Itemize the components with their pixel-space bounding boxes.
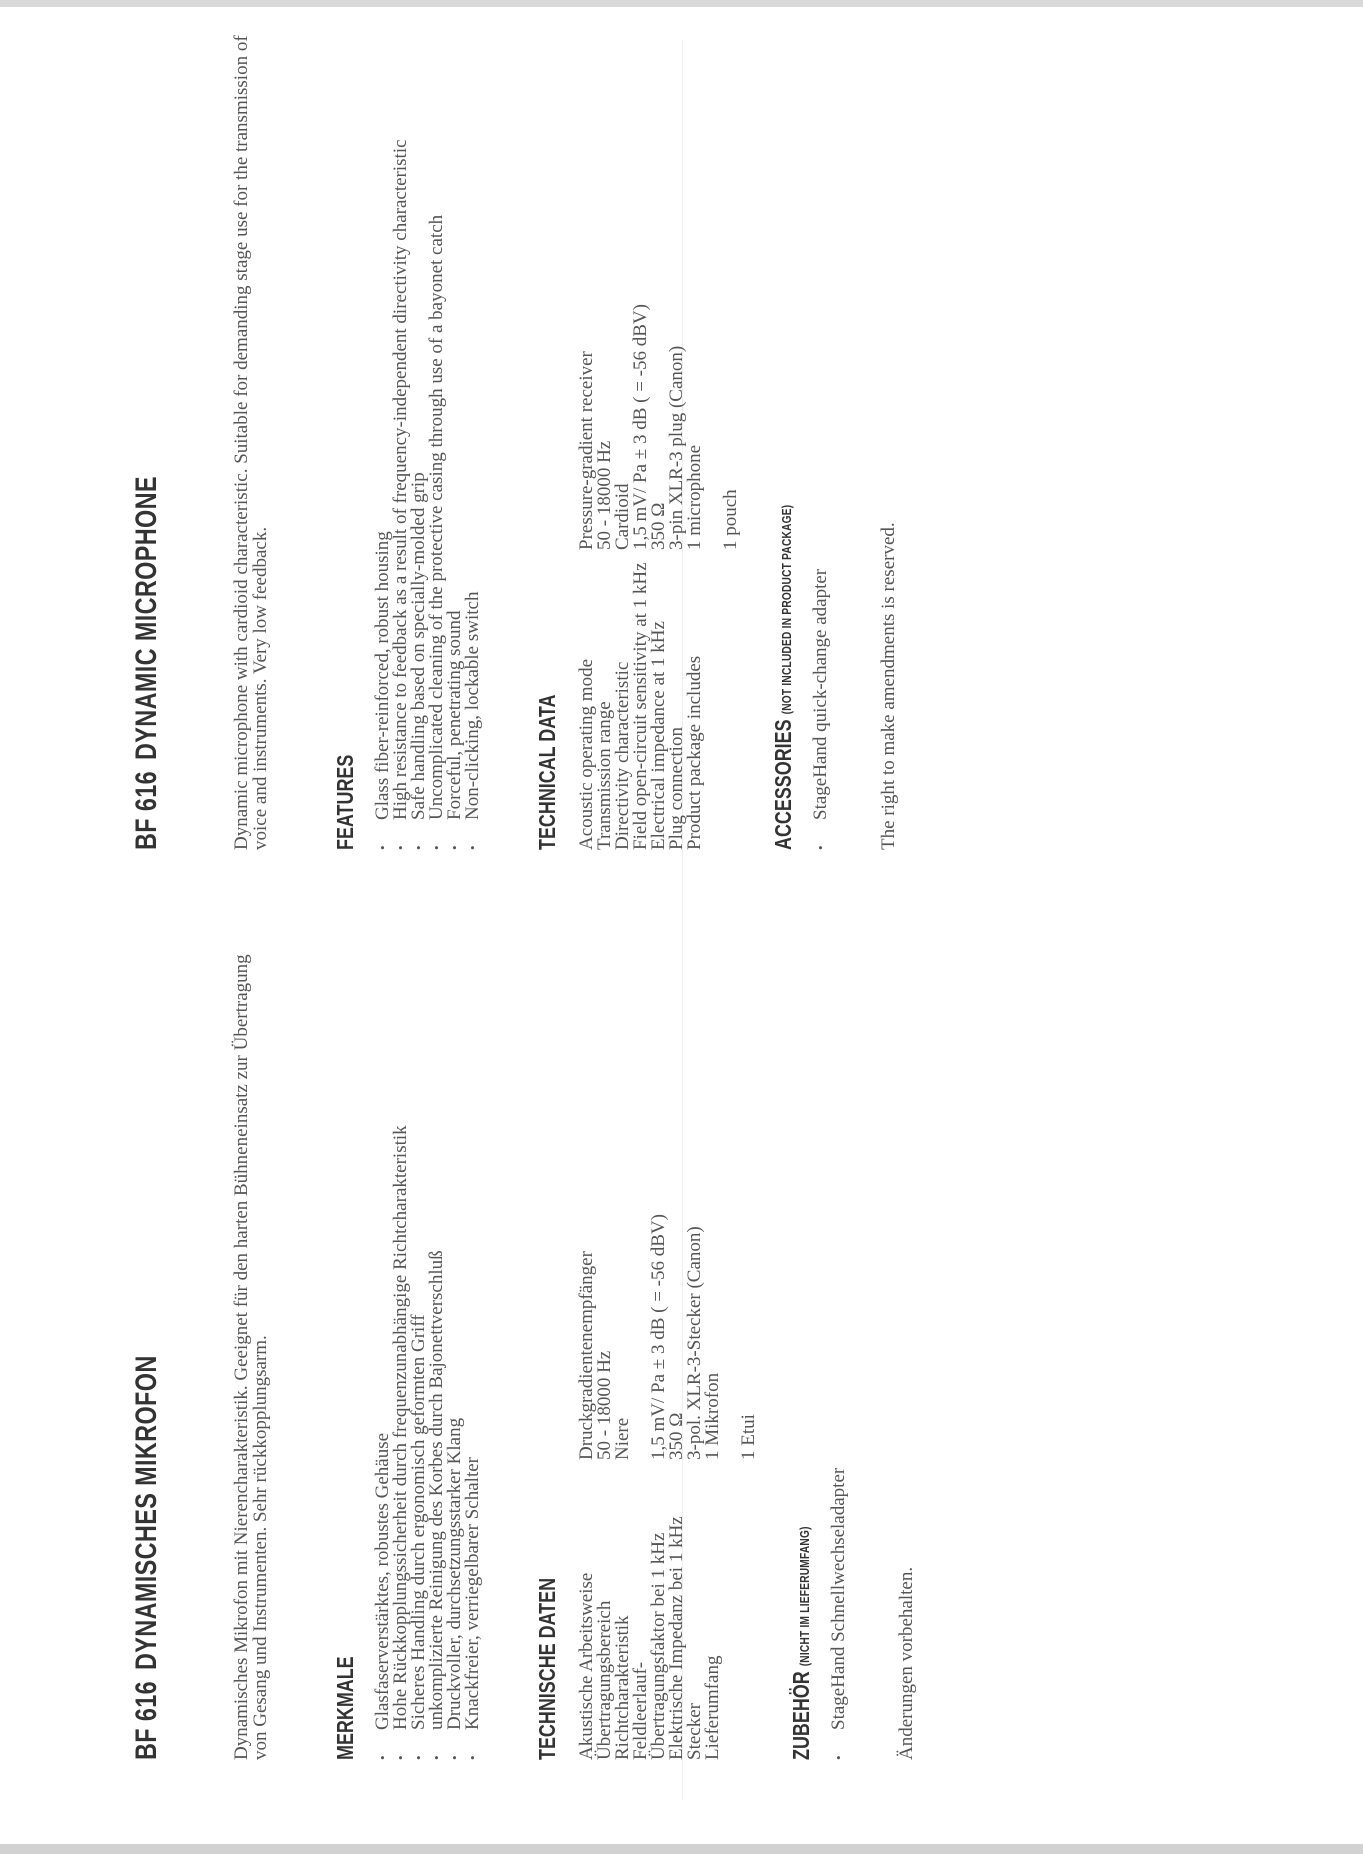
german-intro: Dynamisches Mikrofon mit Nierencharakteristik. Geeignet für den harten Bühneneinsatz zur Übertragung von Gesang und Instrumenten. Sehr rückkopplungsarm. — [231, 954, 271, 1760]
tech-label: Richtcharakteristik — [612, 1615, 633, 1760]
tech-value: 1,5 mV/ Pa ± 3 dB ( = -56 dBV) — [630, 304, 651, 550]
spacer — [704, 304, 722, 850]
tech-value: 3-pin XLR-3 plug (Canon) — [666, 345, 687, 550]
german-title-text: DYNAMISCHES MIKROFON — [130, 1355, 163, 1670]
tech-value: 350 Ω — [648, 502, 669, 550]
german-features-heading: MERKMALE — [332, 1656, 358, 1760]
list-item: • Uncomplicated cleaning of the protective casing through use of a bayonet catch — [428, 0, 446, 850]
german-accessories-heading — [788, 1089, 816, 1760]
tech-label: Akustische Arbeitsweise — [576, 1572, 597, 1760]
english-reserved-note: The right to make amendments is reserved. — [878, 522, 899, 850]
tech-value: 1 Mikrofon — [702, 1372, 723, 1460]
tech-label: Plug connection — [666, 727, 687, 850]
english-accessories-list — [812, 0, 830, 850]
list-item: • Glasfaserverstärktes, robustes Gehäuse — [374, 900, 392, 1760]
english-title-text: DYNAMIC MICROPHONE — [130, 476, 163, 760]
list-item: • High resistance to feedback as a result of frequency-independent directivity characteristic — [392, 0, 410, 850]
tech-label: Stecker — [684, 1703, 705, 1760]
table-row — [740, 1214, 758, 1760]
table-row — [704, 304, 722, 850]
tech-value: Niere — [612, 1417, 633, 1460]
list-item: • StageHand Schnellwechseladapter — [830, 900, 848, 1760]
tech-value: 50 - 18000 Hz — [594, 1350, 615, 1460]
tech-label: Feldleerlauf- — [630, 1661, 651, 1760]
german-title — [130, 1089, 170, 1760]
tech-value: Pressure-gradient receiver — [576, 351, 597, 550]
table-row — [704, 1214, 722, 1760]
tech-value: 1 microphone — [684, 444, 705, 550]
tech-label: Field open-circuit sensitivity at 1 kHz — [630, 562, 651, 850]
list-item: • Sicheres Handling durch ergonomisch geformten Griff — [410, 900, 428, 1760]
english-model: BF 616 — [130, 770, 163, 850]
acc-note: (NICHT IM LIEFERUMFANG) — [797, 1526, 812, 1667]
acc-note: (NOT INCLUDED IN PRODUCT PACKAGE) — [779, 504, 794, 715]
table-row — [722, 304, 740, 850]
tech-label: Transmission range — [594, 701, 615, 850]
german-reserved-note: Änderungen vorbehalten. — [896, 1566, 917, 1760]
list-item: • Knackfreier, verriegelbarer Schalter — [464, 900, 482, 1760]
tech-label: Directivity characteristic — [612, 661, 633, 850]
tech-label: Übertragungsfaktor bei 1 kHz — [648, 1532, 669, 1760]
tech-label: Lieferumfang — [702, 1655, 723, 1760]
list-item: • Forceful, penetrating sound — [446, 0, 464, 850]
tech-value: 3-pol. XLR-3-Stecker (Canon) — [684, 1226, 705, 1460]
table-row — [686, 304, 704, 850]
list-item: • Safe handling based on specially-molded grip — [410, 0, 428, 850]
german-accessories-list — [830, 900, 848, 1760]
tech-label: Acoustic operating mode — [576, 658, 597, 850]
german-features-list — [374, 900, 482, 1760]
english-intro: Dynamic microphone with cardioid characteristic. Suitable for demanding stage use for the transmission of voice and instruments. Very low feedback. — [231, 35, 271, 850]
tech-label: Übertragungsbereich — [594, 1600, 615, 1760]
english-tech-heading: TECHNICAL DATA — [534, 694, 560, 850]
tech-label: Product package includes — [684, 655, 705, 850]
list-item: • Druckvoller, durchsetzungsstarker Klang — [446, 900, 464, 1760]
list-item: • Glass fiber-reinforced, robust housing — [374, 0, 392, 850]
english-section — [130, 0, 1330, 850]
tech-value: Druckgradientenempfänger — [576, 1251, 597, 1460]
tech-label — [722, 550, 740, 850]
english-features-heading: FEATURES — [332, 754, 358, 850]
list-item: • StageHand quick-change adapter — [812, 0, 830, 850]
german-section — [130, 900, 1330, 1760]
tech-label: Electrical impedance at 1 kHz — [648, 621, 669, 850]
acc-heading-text: ACCESSORIES — [770, 719, 796, 850]
tech-label: Elektrische Impedanz bei 1 kHz — [666, 1516, 687, 1760]
english-tech-table — [578, 304, 740, 850]
tech-value: 1 Etui — [738, 1414, 759, 1460]
english-features-list — [374, 0, 482, 850]
list-item: • unkomplizierte Reinigung des Korbes durch Bajonettverschluß — [428, 900, 446, 1760]
tech-label — [740, 1460, 758, 1760]
acc-heading-text: ZUBEHÖR — [788, 1671, 814, 1760]
tech-value: Cardioid — [612, 483, 633, 550]
english-title — [130, 179, 170, 850]
german-tech-heading: TECHNISCHE DATEN — [534, 1577, 560, 1760]
german-tech-table — [578, 1214, 758, 1760]
english-accessories-heading — [770, 179, 798, 850]
list-item: • Non-clicking, lockable switch — [464, 0, 482, 850]
tech-value: 50 - 18000 Hz — [594, 440, 615, 550]
spacer — [722, 1214, 740, 1760]
german-model: BF 616 — [130, 1680, 163, 1760]
tech-value: 350 Ω — [666, 1412, 687, 1460]
table-row — [722, 1214, 740, 1760]
tech-value: 1,5 mV/ Pa ± 3 dB ( = -56 dBV) — [648, 1214, 669, 1460]
tech-value: 1 pouch — [720, 489, 741, 550]
scan-bottom-edge — [0, 1844, 1363, 1854]
list-item: • Hohe Rückkopplungssicherheit durch frequenzunabhängige Richtcharakteristik — [392, 900, 410, 1760]
